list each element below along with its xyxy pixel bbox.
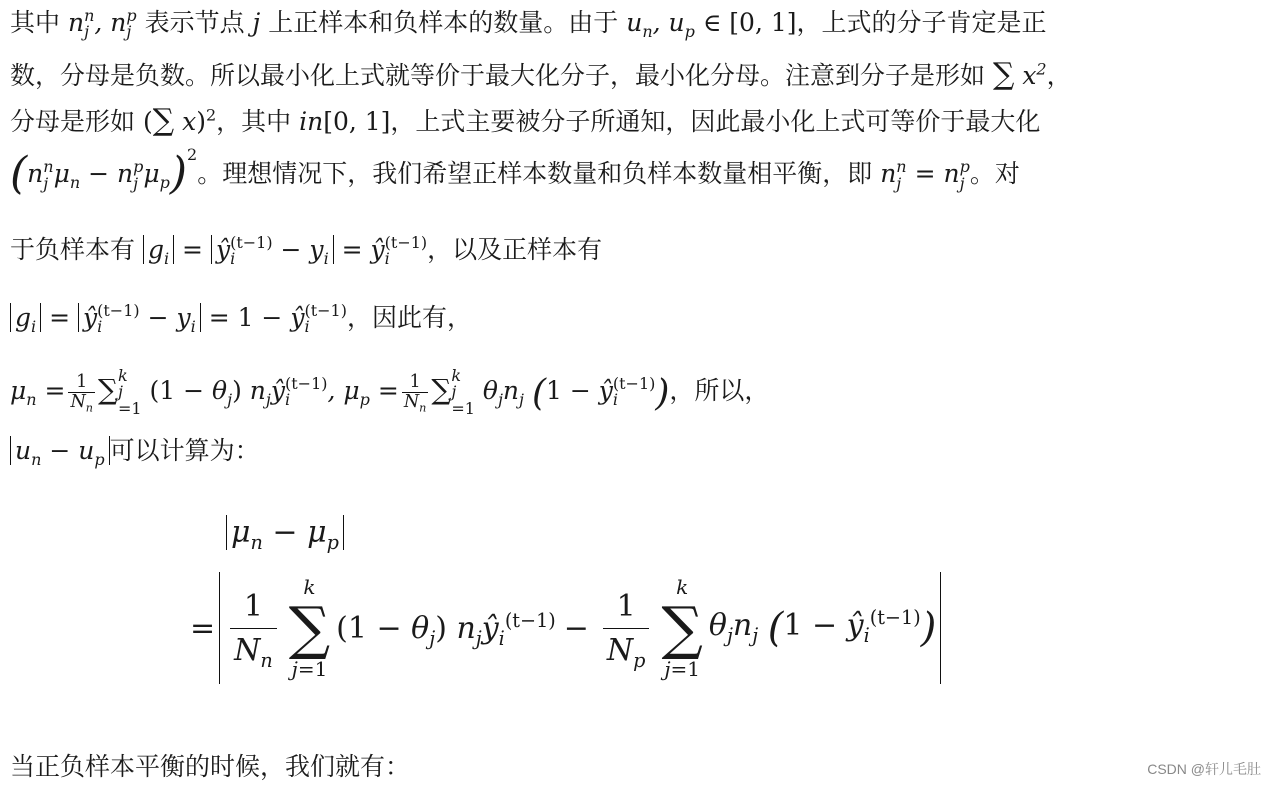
text-run: 其中 [10, 7, 68, 37]
math-inline: $u_n - u_p$ [10, 436, 110, 465]
text-run: 表示节点 [136, 7, 253, 37]
math-inline: in[0, 1] [299, 107, 391, 136]
text-line-8 [10, 436, 260, 469]
text-line-5 [10, 235, 602, 268]
summation: k ∑ j=1 [288, 575, 331, 681]
text-run: 可以计算为： [109, 436, 260, 465]
math-inline: $g_i$ = ŷ (t−1) i − $y_i$ = ŷ (t−1) i [143, 235, 427, 264]
math-inline: (∑ x)$^2$ [142, 103, 217, 138]
watermark: CSDN @轩儿毛肚 [1147, 761, 1261, 777]
abs-bar-left [219, 572, 220, 684]
text-line-7 [10, 368, 769, 417]
equation-row-2: = $\frac{1}{N_n}$ k ∑ j=1 $(1 - \theta_j)$ $n_jŷ_i^{(t-1)}$ − $\frac{1}{N_p}$ k ∑ j=1 $\theta_jn_j$ $(1 - ŷ_i^{(t-1)})$ [190, 572, 945, 684]
text-run: ，因此有， [346, 302, 472, 332]
fraction: $\frac{1}{N_p}$ [603, 589, 650, 668]
text-run: 于负样本有 [10, 234, 143, 264]
text-line-3 [10, 103, 1041, 138]
closing-line: 当正负样本平衡的时候，我们就有： [10, 752, 411, 781]
math-inline: $g_i$ = ŷ (t−1) i − $y_i = 1$ − ŷ (t−1) i [10, 303, 347, 332]
text-run: 上正样本和负样本的数量。由于 [260, 7, 627, 37]
math-inline: (n n j $\mu_n - n$ p j $\mu_p)^2$ [10, 145, 198, 199]
text-run: ，其中 [216, 107, 300, 136]
fraction: $\frac{1}{N_n}$ [230, 589, 277, 668]
text-run: 。理想情况下，我们希望正样本数量和负样本数量相平衡，即 [197, 159, 881, 188]
math-inline: ∑ $x^2$ [992, 57, 1047, 92]
math-inline: n n j = n p j [880, 157, 970, 193]
text-run: 分母是形如 [10, 107, 143, 136]
text-run: ，所以， [669, 375, 770, 405]
text-run: ，上式主要被分子所通知，因此最小化上式可等价于最大化 [390, 107, 1041, 136]
abs-bar-right [940, 572, 941, 684]
text-run: 。对 [969, 159, 1020, 188]
text-run: ，上式的分子肯定是正 [796, 7, 1047, 37]
math-inline: $\mu_n$ = $\frac{1}{N_n}$ ∑ k j =1 $(1 - \theta_j)$ $n_jŷ$ (t−1) i , $\mu_p$ = $\frac{1}{N_n}$ ∑ k j =1 $\theta_jn_j$ (1 − ŷ (t−1) i ) [10, 366, 670, 418]
text-run: ，以及正样本有 [427, 234, 603, 264]
text-run: ， [1046, 61, 1072, 90]
text-run: 数，分母是负数。所以最小化上式就等价于最大化分子，最小化分母。注意到分子是形如 [10, 61, 993, 90]
text-line-2 [10, 57, 1072, 92]
math-inline: $u_n$, $u_p$ ∈ [0, 1] [626, 7, 797, 41]
text-line-1 [10, 8, 1047, 41]
text-line-4 [10, 145, 1020, 199]
math-inline: n n j , n p j [67, 6, 137, 42]
display-equation [190, 510, 1090, 690]
math-inline: j [252, 7, 261, 37]
text-line-6 [10, 303, 472, 336]
summation: k ∑ j=1 [661, 575, 703, 681]
equation-row-1: $\mu_n - \mu_p$ [226, 515, 344, 550]
